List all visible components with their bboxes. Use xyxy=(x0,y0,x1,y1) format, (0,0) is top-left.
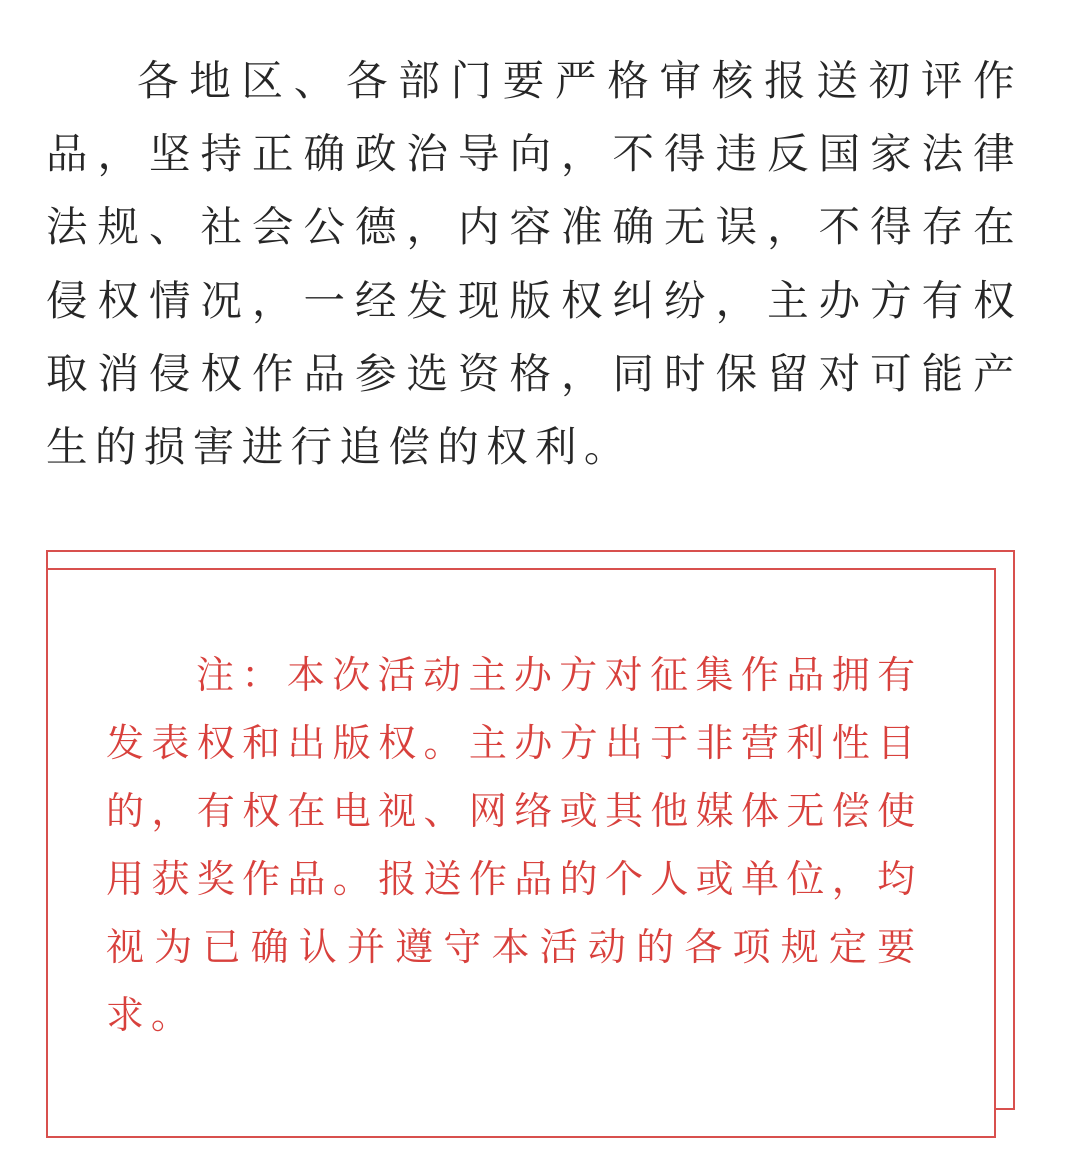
body-paragraph: 各地区、各部门要严格审核报送初评作品，坚持正确政治导向，不得违反国家法律法规、社会公德，内容准确无误，不得存在侵权情况，一经发现版权纠纷，主办方有权取消侵权作品参选资格，同时保留对可能产生的损害进行追偿的权利。 xyxy=(46,56,1022,472)
note-text: 注：本次活动主办方对征集作品拥有发表权和出版权。主办方出于非营利性目的，有权在电视、网络或其他媒体无偿使用获奖作品。报送作品的个人或单位，均视为已确认并遵守本活动的各项规定要求。 xyxy=(106,653,922,1037)
